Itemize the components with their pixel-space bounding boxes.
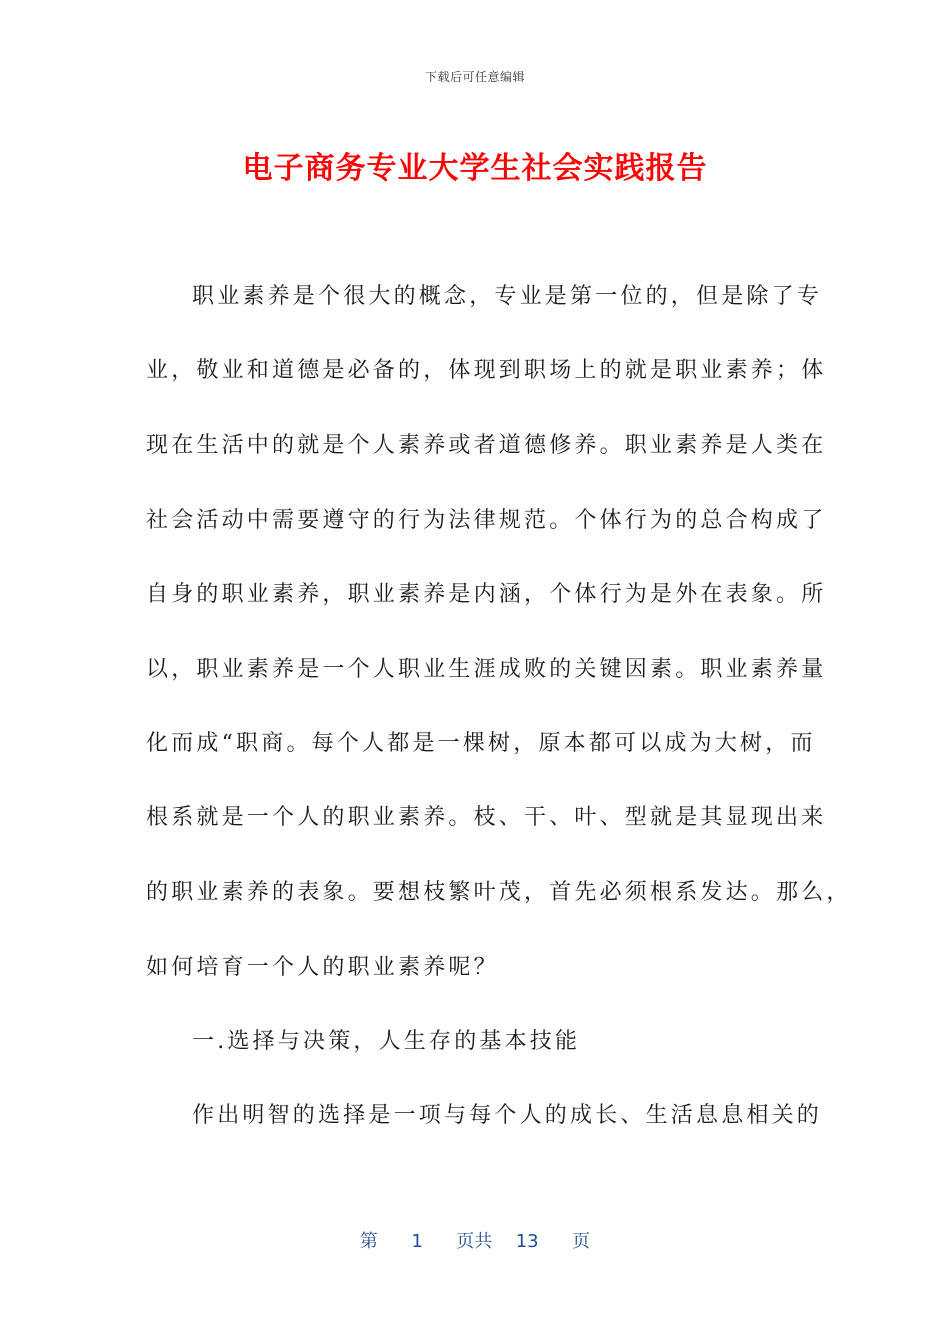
paragraph-line: 社会活动中需要遵守的行为法律规范。个体行为的总合构成了 (146, 508, 827, 533)
paragraph-line: 现在生活中的就是个人素养或者道德修养。职业素养是人类在 (146, 433, 827, 458)
document-title: 电子商务专业大学生社会实践报告 (242, 151, 708, 186)
footer-total-pages: 13 (515, 1231, 539, 1252)
paragraph-line: 如何培育一个人的职业素养呢？ (146, 955, 499, 980)
footer-prefix: 第 (359, 1231, 378, 1252)
page-footer (0, 1227, 950, 1253)
paragraph-line: 业，敬业和道德是必备的，体现到职场上的就是职业素养；体 (146, 358, 827, 383)
footer-page-number: 1 (411, 1231, 423, 1252)
paragraph-line: 化而成“职商。每个人都是一棵树，原本都可以成为大树，而 (146, 731, 816, 756)
footer-suffix: 页 (572, 1231, 591, 1252)
paragraph-line: 以，职业素养是一个人职业生涯成败的关键因素。职业素养量 (146, 657, 827, 682)
paragraph-line: 根系就是一个人的职业素养。枝、干、叶、型就是其显现出来 (146, 805, 827, 830)
header-note: 下载后可任意编辑 (424, 70, 525, 84)
footer-middle: 页共 (456, 1231, 493, 1252)
paragraph-line: 作出明智的选择是一项与每个人的成长、生活息息相关的 (192, 1103, 823, 1128)
paragraph-line: 自身的职业素养，职业素养是内涵，个体行为是外在表象。所 (146, 582, 827, 607)
paragraph-line: 职业素养是个很大的概念，专业是第一位的，但是除了专 (192, 284, 823, 309)
paragraph-line: 的职业素养的表象。要想枝繁叶茂，首先必须根系发达。那么， (146, 880, 852, 905)
section-heading: 一.选择与决策，人生存的基本技能 (192, 1029, 581, 1054)
